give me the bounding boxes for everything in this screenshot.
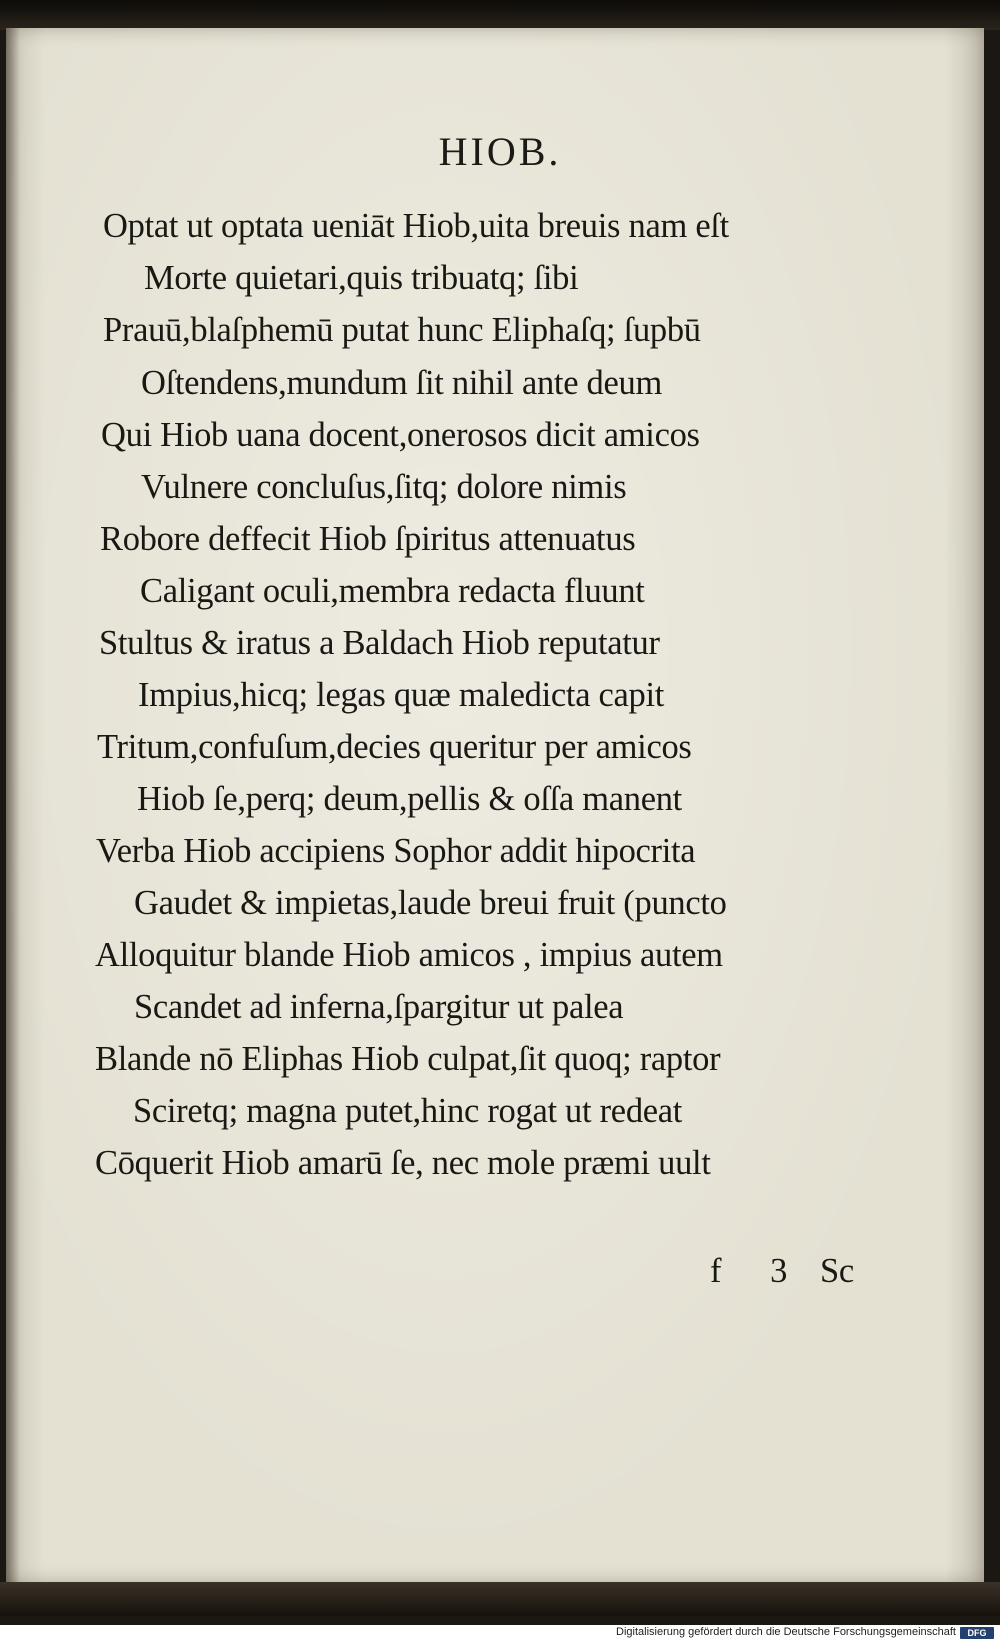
verse-line-18: Sciretq; magna putet,hinc rogat ut redeat xyxy=(133,1092,683,1130)
verse-line-19: Cōquerit Hiob amarū ſe, nec mole præmi uult xyxy=(95,1144,711,1182)
verse-line-15: Alloquitur blande Hiob amicos , impius autem xyxy=(95,936,723,974)
verse-line-13: Verba Hiob accipiens Sophor addit hipocrita xyxy=(96,832,696,870)
verse-line-4: Oſtendens,mundum ſit nihil ante deum xyxy=(141,364,663,402)
catchword: Sc xyxy=(820,1252,854,1290)
spine-shadow xyxy=(6,28,20,1583)
digitization-footer xyxy=(0,1625,1000,1641)
verse-line-1: Optat ut optata ueniāt Hiob,uita breuis nam eſt xyxy=(103,207,729,245)
book-top-edge xyxy=(0,0,1000,30)
verse-line-16: Scandet ad inferna,ſpargitur ut palea xyxy=(134,988,624,1026)
verse-line-3: Prauū,blaſphemū putat hunc Eliphaſq; ſupbū xyxy=(103,311,701,349)
verse-line-2: Morte quietari,quis tribuatq; ſibi xyxy=(144,259,579,297)
verse-line-10: Impius,hicq; legas quæ maledicta capit xyxy=(138,676,665,714)
page-heading: HIOB. xyxy=(438,129,562,174)
verse-line-12: Hiob ſe,perq; deum,pellis & oſſa manent xyxy=(137,780,682,818)
verse-line-14: Gaudet & impietas,laude breui fruit (puncto xyxy=(134,884,727,922)
book-bottom-edge xyxy=(0,1582,1000,1616)
verse-line-6: Vulnere concluſus,ſitq; dolore nimis xyxy=(141,468,627,506)
verse-line-8: Caligant oculi,membra redacta fluunt xyxy=(140,572,645,610)
signature-mark: f 3 xyxy=(710,1252,808,1290)
verse-line-11: Tritum,confuſum,decies queritur per amicos xyxy=(97,728,692,766)
verse-line-17: Blande nō Eliphas Hiob culpat,ſit quoq; raptor xyxy=(95,1040,721,1078)
verse-line-5: Qui Hiob uana docent,onerosos dicit amicos xyxy=(101,416,700,454)
verse-line-9: Stultus & iratus a Baldach Hiob reputatur xyxy=(99,624,660,662)
dfg-logo-icon: DFG xyxy=(960,1627,994,1639)
verse-line-7: Robore deffecit Hiob ſpiritus attenuatus xyxy=(100,520,636,558)
footer-credit: Digitalisierung gefördert durch die Deutsche Forschungsgemeinschaft xyxy=(616,1626,956,1638)
